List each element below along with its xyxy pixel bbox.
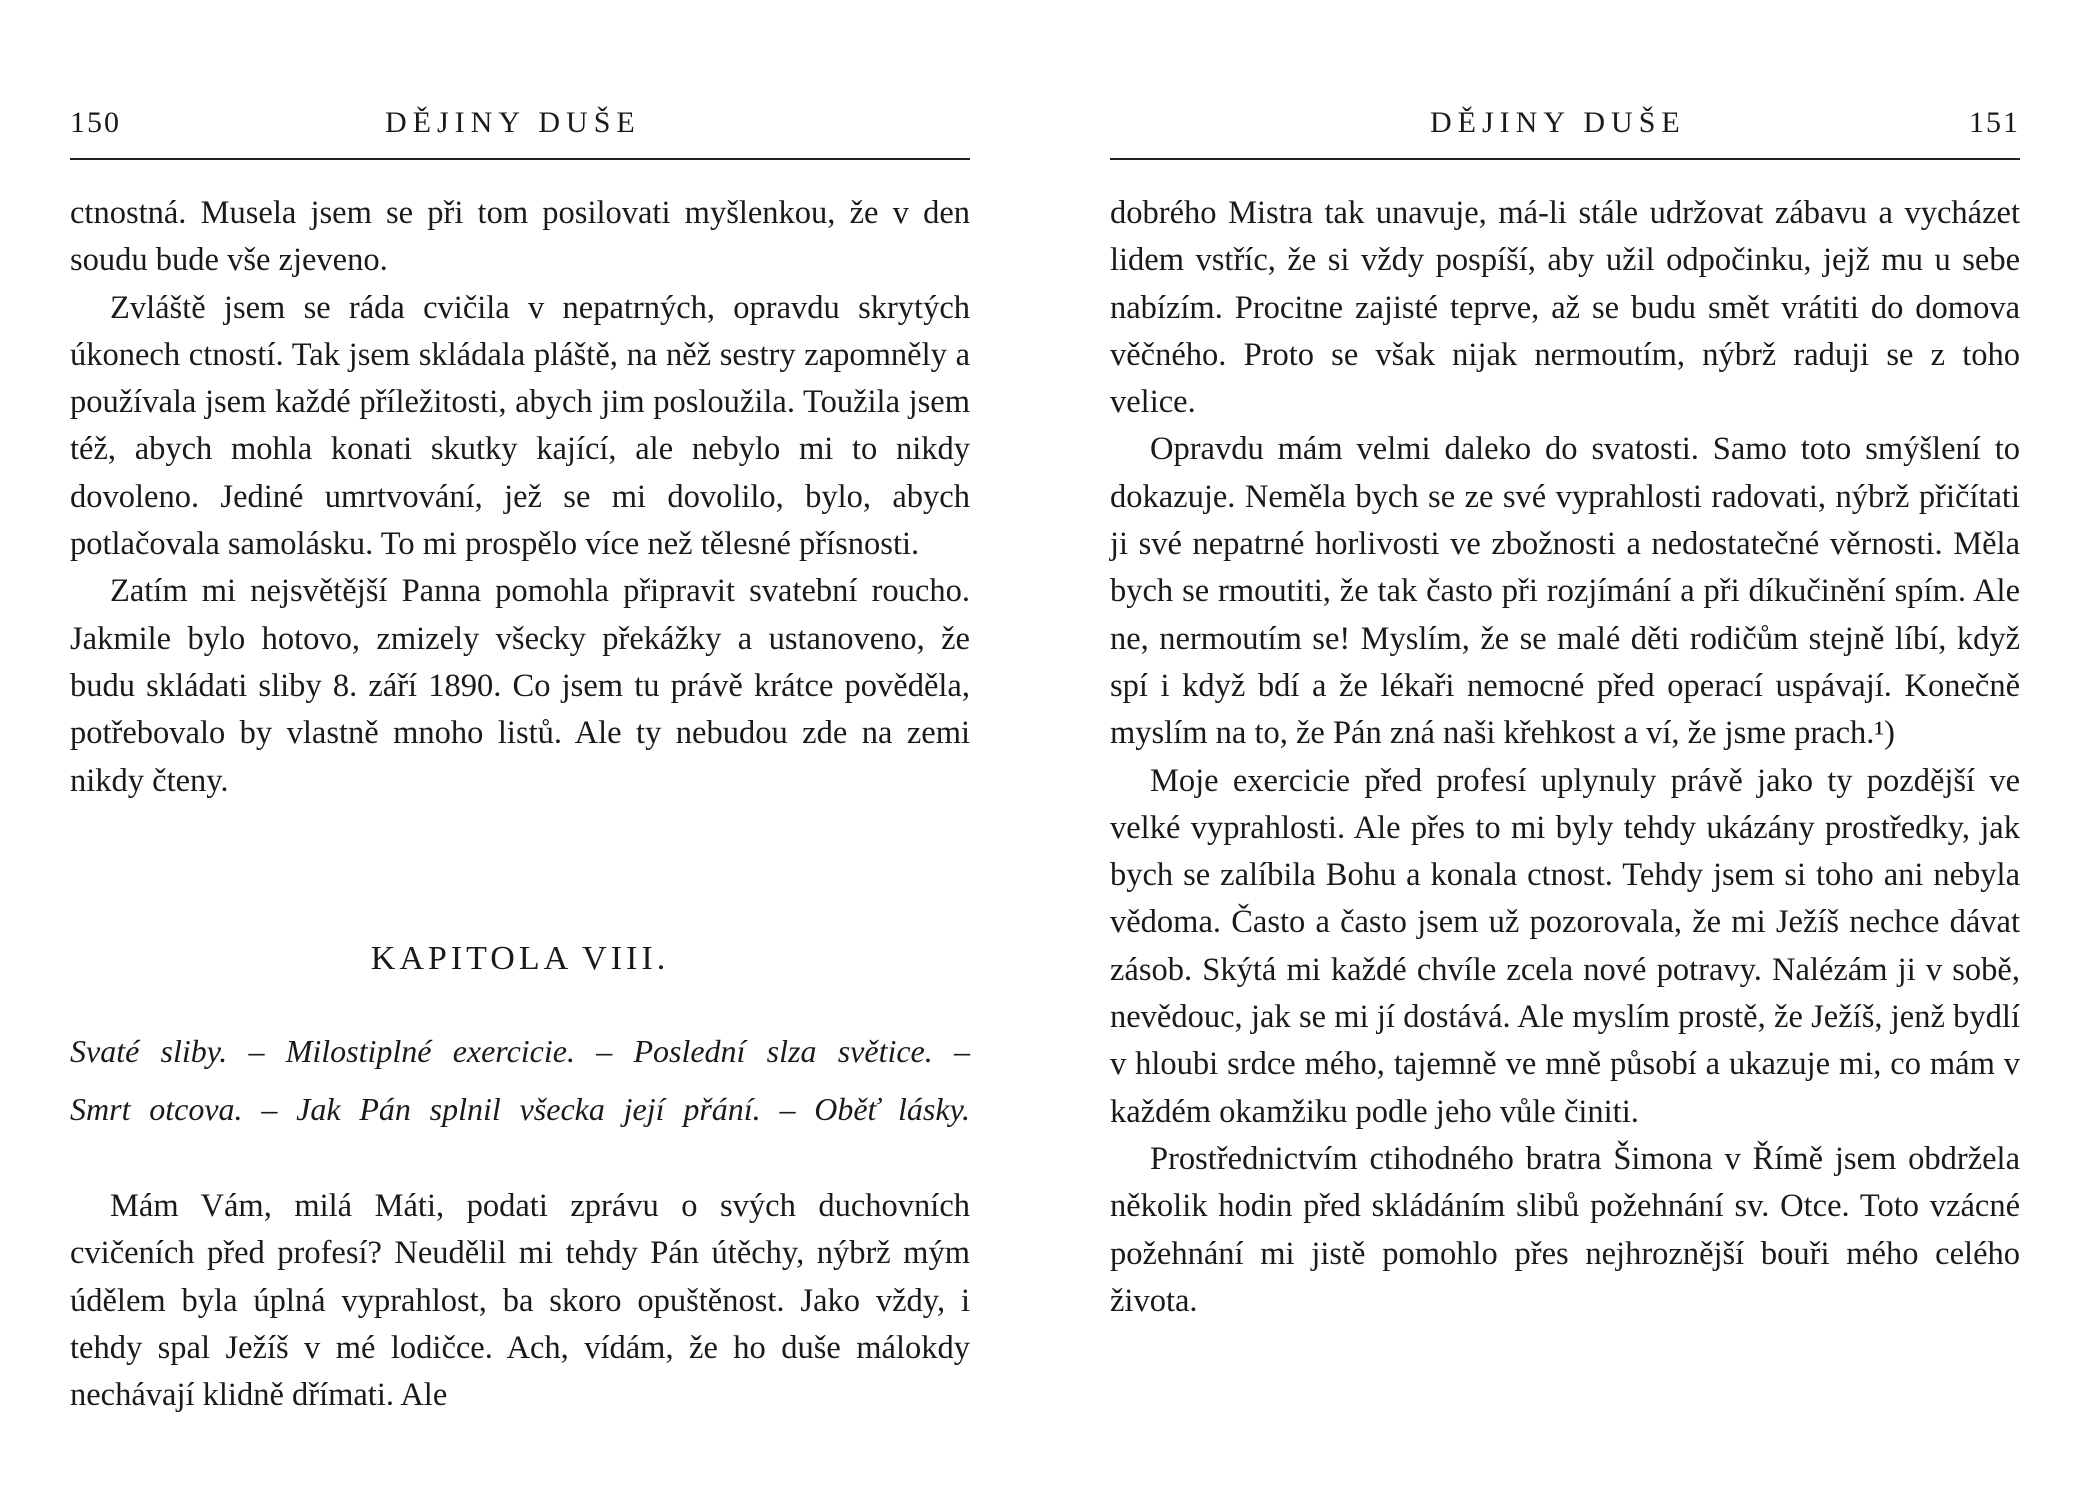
left-page [70, 0, 970, 1500]
page-number: 150 [70, 106, 121, 139]
header-rule [70, 158, 970, 160]
running-title: DĚJINY DUŠE [385, 106, 641, 139]
paragraph: Moje exercicie před profesí uplynuly právě jako ty pozdější ve velké vyprahlosti. Ale přes to mi byly tehdy ukázány prostředky, jak bych se zalíbila Bohu a konala ctnost. Tehdy jsem si toho ani nebyla vědoma. Často a často jsem už pozorovala, že mi Ježíš nechce dávat zásob. Skýtá mi každé chvíle zcela nové potravy. Nalézám ji v sobě, nevědouc, jak se mi jí dostává. Ale myslím prostě, že Ježíš, jenž bydlí v hloubi srdce mého, tajemně ve mně působí a ukazuje mi, co mám v každém okamžiku podle jeho vůle činiti. [1110, 762, 2020, 1130]
chapter-summary-line: Smrt otcova. – Jak Pán splnil všecka její přání. – Oběť lásky. [70, 1091, 970, 1127]
paragraph: Opravdu mám velmi daleko do svatosti. Samo toto smýšlení to dokazuje. Neměla bych se ze své vyprahlosti radovati, nýbrž přičítati ji své nepatrné horlivosti ve zbožnosti a nedostatečné věrnosti. Měla bych se rmoutiti, že tak často při rozjímání a při díkučinění spím. Ale ne, nermoutím se! Myslím, že se malé děti rodičům stejně líbí, když spí i když bdí a že lékaři nemocné před operací uspávají. Konečně myslím na to, že Pán zná naši křehkost a ví, že jsme prach.¹) [1110, 431, 2020, 752]
page-number: 151 [1969, 106, 2020, 139]
chapter-summary-line: Svaté sliby. – Milostiplné exercicie. – Poslední slza světice. – [70, 1033, 970, 1069]
paragraph: Mám Vám, milá Máti, podati zprávu o svých duchovních cvičeních před profesí? Neudělil mi tehdy Pán útěchy, nýbrž mým údělem byla úplná vyprahlost, ba skoro opuštěnost. Jako vždy, i tehdy spal Ježíš v mé lodičce. Ach, vídám, že ho duše málokdy nechávají klidně dřímati. Ale [70, 1188, 970, 1414]
paragraph: Prostřednictvím ctihodného bratra Šimona v Římě jsem obdržela několik hodin před skládáním slibů požehnání sv. Otce. Toto vzácné požehnání mi jistě pomohlo přes nejhroznější bouři mého celého života. [1110, 1140, 2020, 1319]
body-text-bottom [70, 1183, 970, 1419]
chapter-summary [70, 1022, 970, 1138]
paragraph: Zatím mi nejsvětější Panna pomohla připravit svatební roucho. Jakmile bylo hotovo, zmizely všecky překážky a ustanoveno, že budu skládati sliby 8. září 1890. Co jsem tu právě krátce pověděla, potřebovalo by vlastně mnoho listů. Ale ty nebudou zde na zemi nikdy čteny. [70, 573, 970, 799]
paragraph: ctnostná. Musela jsem se při tom posilovati myšlenkou, že v den soudu bude vše zjeveno. [70, 195, 970, 279]
body-text-top [70, 190, 970, 805]
running-head [70, 100, 970, 150]
paragraph: Zvláště jsem se ráda cvičila v nepatrných, opravdu skrytých úkonech ctností. Tak jsem skládala pláště, na něž sestry zapomněly a používala jsem každé příležitosti, abych jim posloužila. Toužila jsem též, abych mohla konati skutky kající, ale nebylo mi to nikdy dovoleno. Jediné umrtvování, jež se mi dovolilo, bylo, abych potlačovala samolásku. To mi prospělo více než tělesné přísnosti. [70, 289, 970, 563]
running-title: DĚJINY DUŠE [1430, 106, 1686, 139]
chapter-title: KAPITOLA VIII. [370, 940, 670, 977]
body-text [1110, 190, 2020, 1325]
right-page [1110, 0, 2020, 1500]
header-rule [1110, 158, 2020, 160]
running-head [1110, 100, 2020, 150]
paragraph: dobrého Mistra tak unavuje, má-li stále udržovat zábavu a vycházet lidem vstříc, že si vždy pospíší, aby užil odpočinku, jejž mu u sebe nabízím. Procitne zajisté teprve, až se budu smět vrátiti do domova věčného. Proto se však nijak nermoutím, nýbrž raduji se z toho velice. [1110, 195, 2020, 421]
